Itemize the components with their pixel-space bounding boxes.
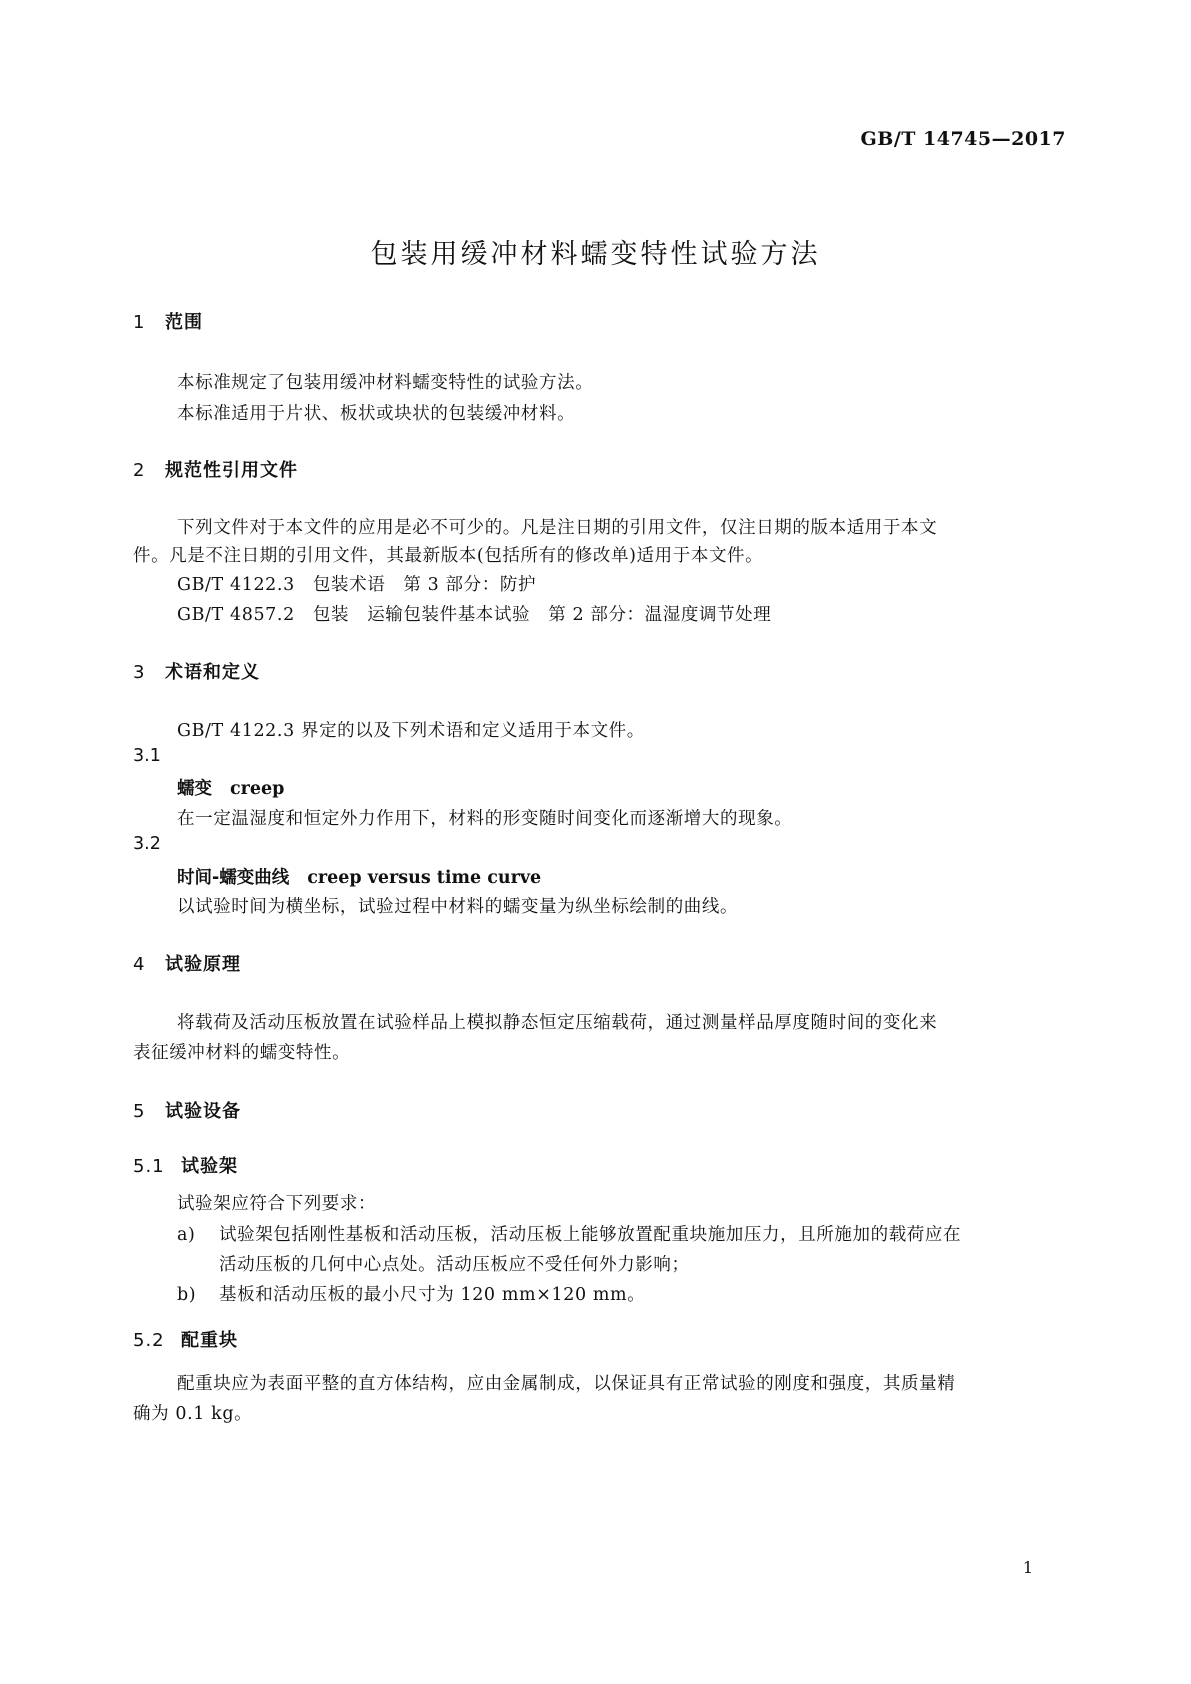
list-text: 试验架包括刚性基板和活动压板，活动压板上能够放置配重块施加压力，且所施加的载荷应在	[219, 1225, 962, 1245]
term-heading	[177, 864, 541, 889]
section-number: 5	[133, 1101, 146, 1122]
term-definition: 在一定温湿度和恒定外力作用下，材料的形变随时间变化而逐渐增大的现象。	[177, 809, 793, 829]
term-chinese: 时间-蠕变曲线	[177, 868, 290, 888]
section-3-heading	[133, 658, 260, 684]
list-item-a	[177, 1221, 961, 1246]
section-number: 2	[133, 460, 146, 481]
section-title: 范围	[165, 312, 203, 333]
list-item-b	[177, 1281, 645, 1306]
normative-reference: GB/T 4122.3 包装术语 第 3 部分：防护	[177, 575, 537, 595]
section-title: 配重块	[181, 1330, 238, 1351]
list-marker: b)	[177, 1285, 197, 1305]
paragraph-line: 配重块应为表面平整的直方体结构，应由金属制成，以保证具有正常试验的刚度和强度，其质量精	[177, 1374, 956, 1394]
paragraph: 试验架应符合下列要求：	[177, 1194, 377, 1214]
term-english: creep	[230, 779, 285, 799]
section-2-heading	[133, 456, 298, 482]
paragraph-line: 表征缓冲材料的蠕变特性。	[133, 1043, 351, 1063]
paragraph-line: 将载荷及活动压板放置在试验样品上模拟静态恒定压缩载荷，通过测量样品厚度随时间的变化来	[177, 1013, 938, 1033]
section-title: 试验设备	[165, 1101, 241, 1122]
standard-number: GB/T 14745—2017	[860, 128, 1066, 150]
section-number: 3	[133, 662, 146, 683]
list-marker: a)	[177, 1225, 196, 1245]
paragraph: 本标准规定了包装用缓冲材料蠕变特性的试验方法。	[177, 373, 594, 393]
section-number: 5.2	[133, 1330, 165, 1351]
section-1-heading	[133, 308, 203, 334]
paragraph-line: 件。凡是不注日期的引用文件，其最新版本(包括所有的修改单)适用于本文件。	[133, 546, 764, 566]
term-number: 3.1	[133, 746, 161, 766]
section-4-heading	[133, 950, 241, 976]
section-number: 5.1	[133, 1156, 165, 1177]
page-number: 1	[1022, 1558, 1033, 1577]
section-title: 规范性引用文件	[165, 460, 298, 481]
term-heading	[177, 775, 284, 800]
normative-reference: GB/T 4857.2 包装 运输包装件基本试验 第 2 部分：温湿度调节处理	[177, 605, 772, 625]
section-title: 术语和定义	[165, 662, 260, 683]
paragraph-line: 下列文件对于本文件的应用是必不可少的。凡是注日期的引用文件，仅注日期的版本适用于本文	[177, 518, 938, 538]
list-text: 基板和活动压板的最小尺寸为 120 mm×120 mm。	[219, 1285, 646, 1305]
term-english: creep versus time curve	[307, 868, 542, 888]
section-title: 试验架	[181, 1156, 238, 1177]
section-5-1-heading	[133, 1152, 238, 1178]
section-title: 试验原理	[165, 954, 241, 975]
term-number: 3.2	[133, 834, 161, 854]
term-chinese: 蠕变	[177, 779, 212, 799]
paragraph: 本标准适用于片状、板状或块状的包装缓冲材料。	[177, 404, 576, 424]
paragraph-line: 确为 0.1 kg。	[133, 1404, 253, 1424]
paragraph: GB/T 4122.3 界定的以及下列术语和定义适用于本文件。	[177, 721, 645, 741]
section-5-2-heading	[133, 1326, 238, 1352]
document-title: 包装用缓冲材料蠕变特性试验方法	[370, 239, 821, 270]
term-definition: 以试验时间为横坐标，试验过程中材料的蠕变量为纵坐标绘制的曲线。	[177, 897, 739, 917]
list-item-a-continuation: 活动压板的几何中心点处。活动压板应不受任何外力影响；	[219, 1255, 690, 1275]
section-number: 1	[133, 312, 146, 333]
section-5-heading	[133, 1097, 241, 1123]
section-number: 4	[133, 954, 146, 975]
